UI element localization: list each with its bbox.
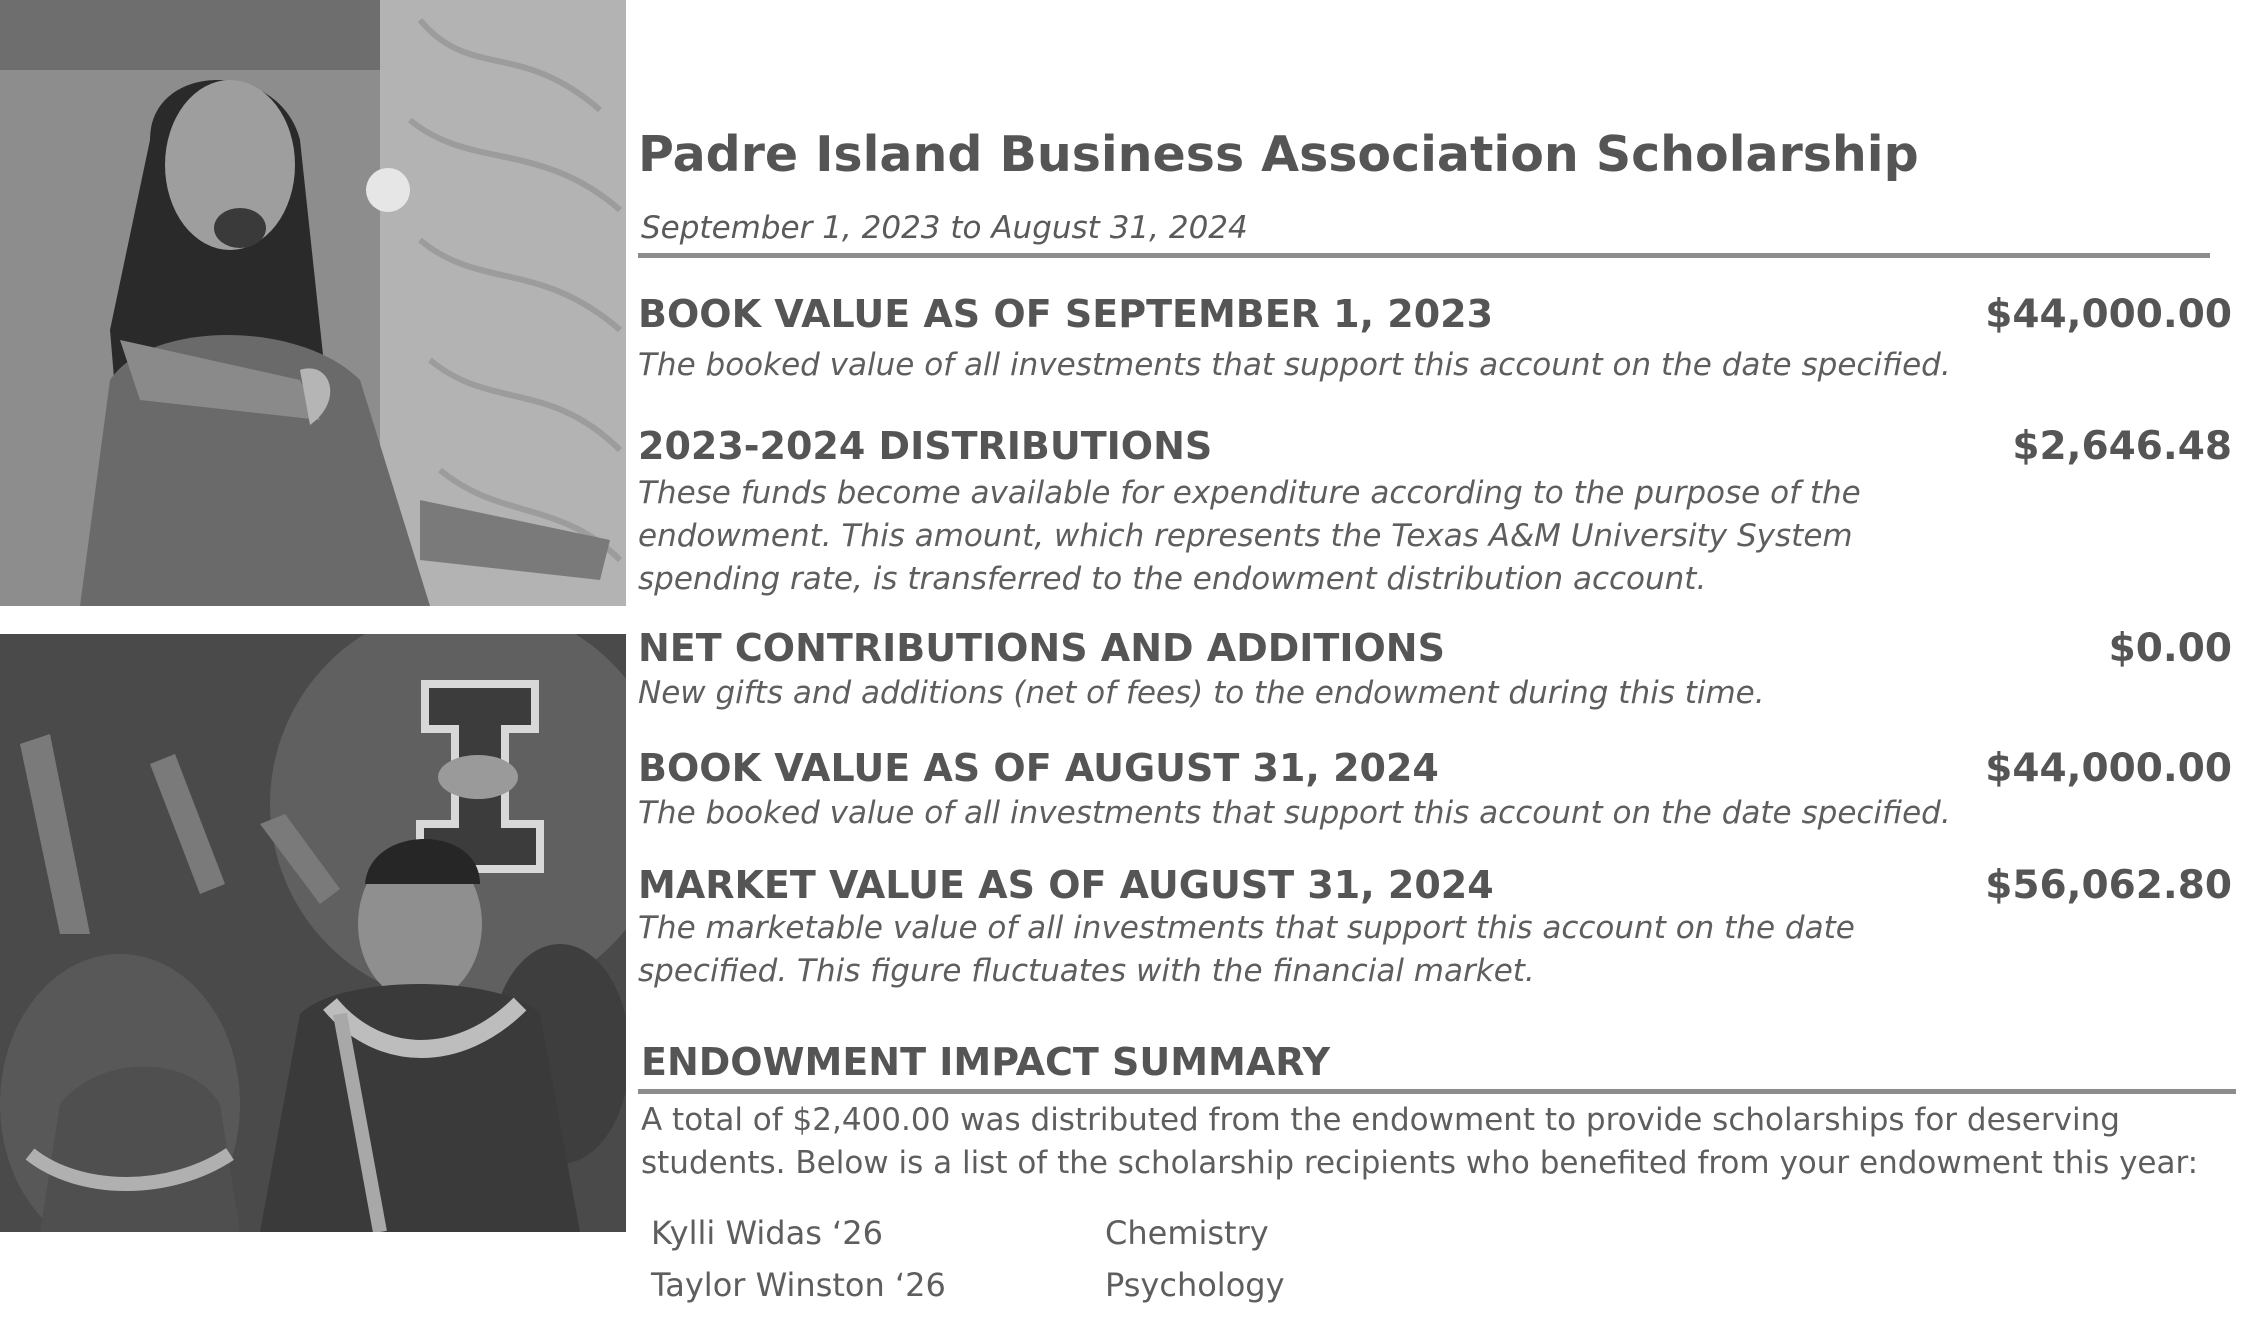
recipient-major: Psychology (1105, 1266, 1285, 1304)
section-description: New gifts and additions (net of fees) to the endowment during this time. (638, 675, 1765, 711)
section-amount: $2,646.48 (2012, 424, 2232, 469)
section-amount: $44,000.00 (1985, 292, 2232, 337)
section-amount: $56,062.80 (1985, 863, 2232, 908)
section-title: 2023-2024 DISTRIBUTIONS (638, 424, 1213, 468)
section-description: The booked value of all investments that support this account on the date specified. (638, 347, 1951, 383)
section-description: The booked value of all investments that support this account on the date specified. (638, 795, 1951, 831)
recipient-major: Chemistry (1105, 1214, 1269, 1252)
book-value-start-section (638, 292, 2238, 387)
market-value-section (638, 863, 2238, 993)
net-contributions-section (638, 626, 2238, 715)
section-amount: $0.00 (2108, 626, 2232, 671)
book-value-end-section (638, 746, 2238, 835)
photo-divider (0, 606, 626, 634)
impact-summary-heading: ENDOWMENT IMPACT SUMMARY (641, 1040, 1330, 1084)
section-title: MARKET VALUE AS OF AUGUST 31, 2024 (638, 863, 1494, 907)
section-description: These funds become available for expenditure according to the purpose of the endowment. This amount, which represents the Texas A&M University System spending rate, is transferred to the endowment distribution account. (638, 475, 1861, 597)
students-cheering-photo (0, 634, 626, 1232)
impact-summary-text: A total of $2,400.00 was distributed from the endowment to provide scholarships for deserving students. Below is a list of the scholarship recipients who benefited from your endowment this year: (641, 1102, 2199, 1181)
section-title: NET CONTRIBUTIONS AND ADDITIONS (638, 626, 1445, 670)
impact-divider (638, 1089, 2236, 1094)
section-amount: $44,000.00 (1985, 746, 2232, 791)
title-divider (638, 253, 2210, 258)
page-title: Padre Island Business Association Scholarship (638, 126, 1919, 183)
recipient-name: Taylor Winston ‘26 (651, 1266, 946, 1304)
recipient-name: Kylli Widas ‘26 (651, 1214, 883, 1252)
section-title: BOOK VALUE AS OF AUGUST 31, 2024 (638, 746, 1439, 790)
distributions-section (638, 424, 2238, 601)
date-range: September 1, 2023 to August 31, 2024 (641, 210, 1248, 246)
student-singing-photo (0, 0, 626, 606)
section-title: BOOK VALUE AS OF SEPTEMBER 1, 2023 (638, 292, 1494, 336)
section-description: The marketable value of all investments that support this account on the date specified. This figure fluctuates with the financial market. (638, 910, 1855, 989)
